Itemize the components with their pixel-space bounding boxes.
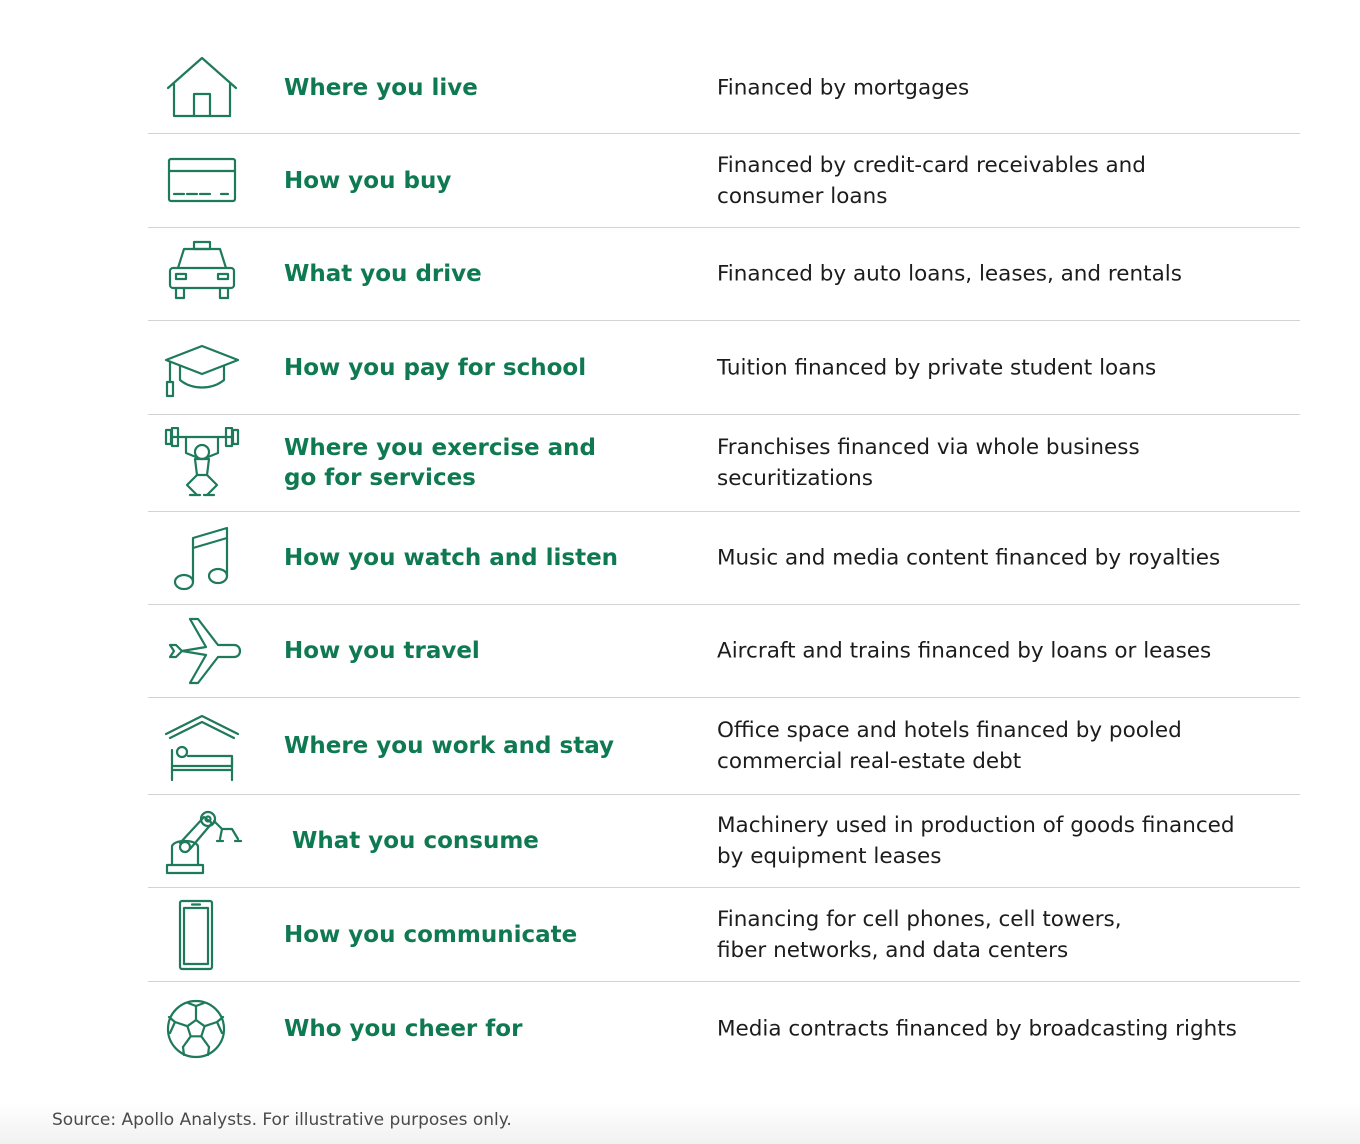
table-row	[148, 795, 1300, 888]
category-label: How you travel	[284, 638, 480, 664]
car-icon	[162, 238, 242, 310]
credit-card-icon	[162, 145, 242, 217]
airplane-icon	[162, 615, 242, 687]
hotel-bed-icon	[162, 710, 242, 782]
category-label: Who you cheer for	[284, 1016, 523, 1042]
description-text: Media contracts financed by broadcasting rights	[717, 1016, 1237, 1042]
category-label: What you drive	[284, 261, 482, 287]
graduation-cap-icon	[162, 332, 242, 404]
description-text: Office space and hotels financed by pooled commercial real-estate debt	[717, 718, 1182, 774]
table-row	[148, 605, 1300, 698]
description-text: Tuition financed by private student loans	[717, 355, 1157, 380]
table-row	[148, 415, 1300, 512]
description-text: Financed by mortgages	[717, 75, 970, 100]
description-text: Financed by auto loans, leases, and rentals	[717, 261, 1182, 287]
table-row	[148, 42, 1300, 134]
category-label: How you watch and listen	[284, 545, 619, 571]
table-row	[148, 512, 1300, 605]
mobile-phone-icon	[162, 899, 242, 971]
robotic-arm-icon	[162, 805, 242, 877]
description-text: Financing for cell phones, cell towers, fiber networks, and data centers	[717, 906, 1122, 963]
description-text: Music and media content financed by royalties	[717, 545, 1221, 571]
description-text: Aircraft and trains financed by loans or leases	[717, 638, 1212, 664]
table-row	[148, 228, 1300, 321]
source-note: Source: Apollo Analysts. For illustrative purposes only.	[52, 1110, 512, 1130]
table-row	[148, 982, 1300, 1076]
table-row	[148, 888, 1300, 982]
description-text: Financed by credit-card receivables and consumer loans	[717, 152, 1146, 209]
financing-table	[148, 42, 1300, 1076]
house-icon	[162, 52, 242, 124]
weightlifter-icon	[162, 427, 242, 499]
category-label: How you communicate	[284, 921, 578, 948]
table-row	[148, 134, 1300, 228]
category-label: What you consume	[292, 828, 539, 854]
category-label: How you pay for school	[284, 354, 587, 381]
category-label: Where you live	[284, 74, 478, 101]
music-note-icon	[162, 522, 242, 594]
category-label: Where you work and stay	[284, 733, 615, 759]
category-label: How you buy	[284, 167, 452, 194]
category-label: Where you exercise and go for services	[284, 435, 597, 491]
soccer-ball-icon	[162, 993, 242, 1065]
table-row	[148, 698, 1300, 795]
description-text: Machinery used in production of goods financed by equipment leases	[717, 813, 1235, 869]
table-row	[148, 321, 1300, 415]
description-text: Franchises financed via whole business securitizations	[717, 435, 1140, 491]
